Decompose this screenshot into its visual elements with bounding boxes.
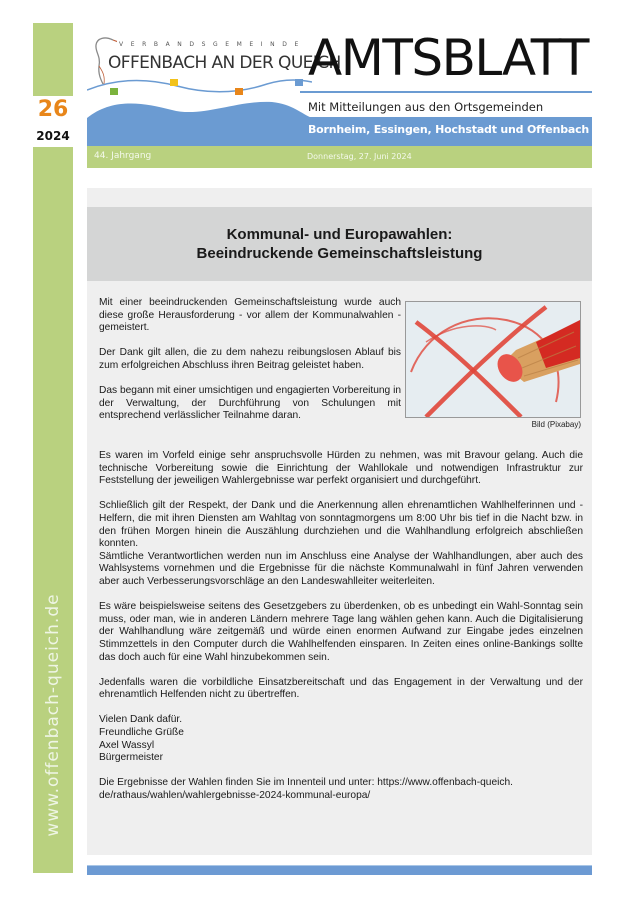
article bbox=[87, 188, 592, 855]
article-body bbox=[99, 450, 583, 815]
article-photo-ballot-cross bbox=[405, 301, 581, 418]
logo-tagline: VERBANDSGEMEINDE bbox=[119, 41, 306, 48]
intro-paragraph: Der Dank gilt allen, die zu dem nahezu reibungslosen Ablauf bis zum erfolgreichen Abschluss ihren Beitrag geleistet haben. bbox=[99, 347, 401, 371]
closing-block bbox=[99, 714, 583, 764]
closing-greeting: Freundliche Grüße bbox=[99, 727, 184, 739]
body-paragraph: Sämtliche Verantwortlichen werden nun im Anschluss eine Analyse der Wahlhandlungen, aber auch des Wahlsystems vornehmen und die Ergebnisse für die nächste Kommunalwahl in fünf Jahren verwenden aber auch Verbesserungsvorschläge an den Landeswahlleiter weiterleiten. bbox=[99, 550, 583, 587]
signatory-title: Bürgermeister bbox=[99, 752, 163, 764]
results-link-paragraph[interactable]: Die Ergebnisse der Wahlen finden Sie im Innenteil und unter: https://www.offenbach-queich.​de/rathaus/wahlen/wahlergebnisse-2024-kommunal-europa/ bbox=[99, 777, 513, 802]
article-title-box bbox=[87, 207, 592, 281]
logo-name: OFFENBACH AN DER QUEICH bbox=[108, 53, 341, 73]
volume-date-band bbox=[87, 146, 592, 168]
logo-square-blue bbox=[295, 79, 303, 86]
issue-year: 2024 bbox=[36, 129, 70, 143]
blue-wave-shape bbox=[87, 88, 312, 146]
intro-paragraph: Mit einer beeindruckenden Gemeinschaftsleistung wurde auch diese große Herausforderung - vor allem der Kommunalwahlen - gemeistert. bbox=[99, 297, 401, 334]
body-paragraph: Es waren im Vorfeld einige sehr anspruchsvolle Hürden zu nehmen, was mit Bravour gelang. Auch die technische Vorbereitung sowie die Einrichtung der Wahllokale und notwendigen Infrastruktur zur Feststellung der jeweiligen Wahlergebnisse war perfekt organisiert und durchgeführt. bbox=[99, 450, 583, 487]
intro-paragraph: Das begann mit einer umsichtigen und engagierten Vorbereitung in der Verwaltung, der Durchführung von Schulungen mit entsprechend verlässlicher Teilnahme daran. bbox=[99, 385, 401, 422]
body-paragraph: Jedenfalls waren die vorbildliche Einsatzbereitschaft und das Engagement in der Verwaltung und der ehrenamtlich Helfenden nicht zu übertreffen. bbox=[99, 676, 583, 701]
footer-blue-bar bbox=[87, 865, 592, 875]
article-title-line2: Beeindruckende Gemeinschaftsleistung bbox=[196, 245, 483, 262]
issue-date: Donnerstag, 27. Juni 2024 bbox=[307, 152, 412, 161]
photo-caption: Bild (Pixabay) bbox=[531, 420, 581, 429]
volume-label: 44. Jahrgang bbox=[94, 151, 152, 161]
issue-number: 26 bbox=[37, 97, 69, 122]
sidebar-url-text[interactable]: www.offenbach-queich.de bbox=[43, 593, 63, 837]
title-underline bbox=[300, 91, 592, 93]
pencil-cross-image bbox=[406, 302, 580, 417]
communities-text: Bornheim, Essingen, Hochstadt und Offenbach bbox=[308, 123, 590, 136]
sidebar-url[interactable] bbox=[33, 560, 73, 870]
sidebar-green-block-top bbox=[33, 23, 73, 96]
publication-subtitle: Mit Mitteilungen aus den Ortsgemeinden bbox=[308, 100, 544, 114]
signatory-name: Axel Wassyl bbox=[99, 739, 155, 751]
body-paragraph: Schließlich gilt der Respekt, der Dank und die Anerkennung allen ehrenamtlichen Wahlhelferinnen und -Helfern, die mit ihren Diensten am Wahltag von sonntagmorgens um 8:00 Uhr bis tief in die Nacht bzw. in den frühen Morgen hinein die Auszählung durchziehen und die Wahlhandlung erfolgreich abschließen konnten. bbox=[99, 500, 583, 550]
body-paragraph: Es wäre beispielsweise seitens des Gesetzgebers zu überdenken, ob es unbedingt ein Wahl-Sonntag sein muss, oder man, wie in anderen Ländern mehrere Tage lang wählen gehen kann. Auch die Digitalisierung der Wahlhandlung wäre zeitgemäß und würde einen enormen Aufwand zur Eingabe jedes einzelnen Stimmzettels in den Computer durch die Wahlhelfenden einsparen. In Zeiten eines online-Bankings sollte das doch auch für eine Wahl hinzubekommen sein. bbox=[99, 601, 583, 663]
closing-thanks: Vielen Dank dafür. bbox=[99, 714, 183, 726]
communities-band bbox=[300, 117, 592, 147]
publication-title: AMTSBLATT bbox=[308, 29, 588, 87]
logo-square-yellow bbox=[170, 79, 178, 86]
article-title-line1: Kommunal- und Europawahlen: bbox=[226, 226, 453, 243]
article-intro bbox=[99, 297, 401, 436]
